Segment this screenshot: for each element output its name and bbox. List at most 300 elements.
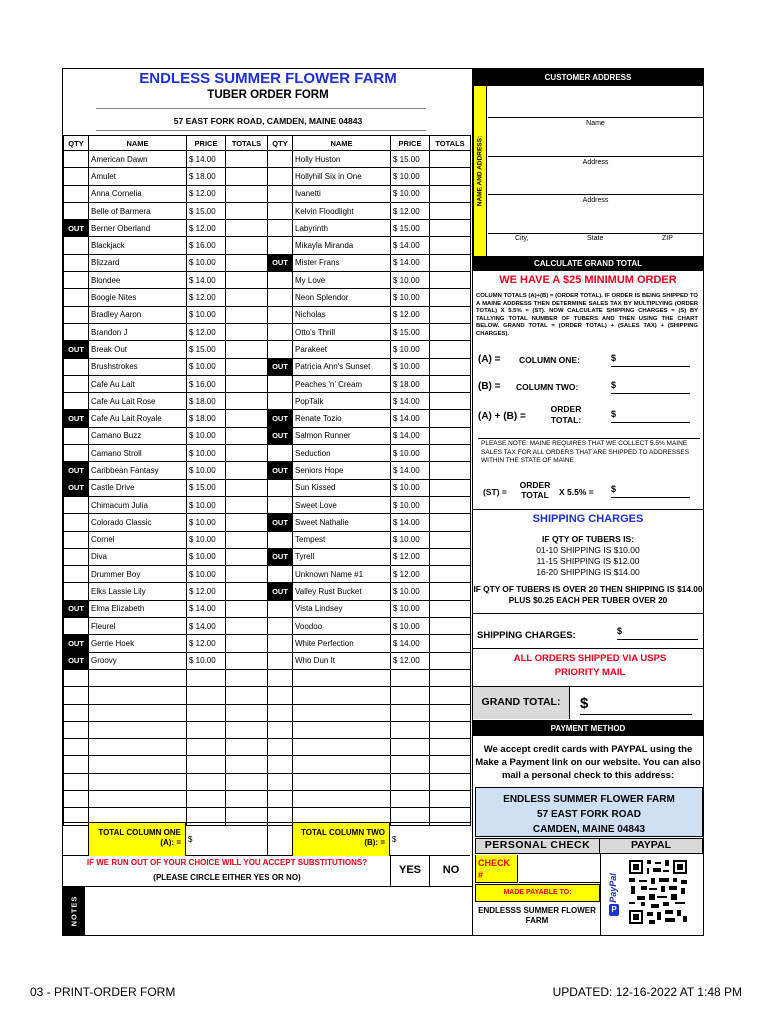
qty-input[interactable] [268, 341, 293, 358]
qty-input[interactable] [268, 496, 293, 513]
sales-tax-input[interactable]: $ [611, 484, 690, 498]
qty-input[interactable] [64, 358, 89, 375]
item-total-input[interactable] [226, 531, 268, 548]
col-qty: QTY [268, 136, 293, 151]
item-total-input[interactable] [430, 721, 471, 738]
item-total-input[interactable] [226, 323, 268, 340]
item-total-input[interactable] [226, 185, 268, 202]
qty-input[interactable] [268, 566, 293, 583]
table-row [64, 479, 471, 496]
table-row [64, 721, 471, 738]
item-price: $ 10.00 [391, 272, 430, 289]
item-name [89, 704, 187, 721]
qty-input[interactable] [268, 272, 293, 289]
qty-input[interactable] [64, 151, 89, 168]
table-row [64, 220, 471, 237]
item-price: $ 12.00 [391, 548, 430, 565]
item-total-input[interactable] [430, 773, 471, 790]
item-total-input[interactable] [430, 479, 471, 496]
name-address-label-box [473, 86, 487, 256]
qty-input[interactable] [268, 151, 293, 168]
qty-input[interactable] [64, 669, 89, 686]
mail-farm-city: CAMDEN, MAINE 04843 [532, 824, 646, 835]
item-price: $ 10.00 [391, 600, 430, 617]
item-total-input[interactable] [430, 410, 471, 427]
qty-input[interactable] [268, 393, 293, 410]
item-name: Caribbean Fantasy [89, 462, 187, 479]
out-of-stock-badge: OUT [268, 583, 293, 600]
item-total-input[interactable] [430, 445, 471, 462]
item-total-input[interactable] [226, 151, 268, 168]
qty-input[interactable] [268, 531, 293, 548]
item-price: $ 14.00 [187, 151, 226, 168]
table-row [64, 202, 471, 219]
qty-input[interactable] [268, 220, 293, 237]
qty-input[interactable] [268, 739, 293, 756]
item-total-input[interactable] [430, 548, 471, 565]
qty-input[interactable] [64, 375, 89, 392]
shipping-if-qty: IF QTY OF TUBERS IS: [542, 534, 634, 544]
item-total-input[interactable] [226, 168, 268, 185]
item-price: $ 12.00 [187, 635, 226, 652]
table-row [64, 635, 471, 652]
table-row [64, 704, 471, 721]
item-price: $ 14.00 [391, 462, 430, 479]
item-price: $ 16.00 [187, 375, 226, 392]
item-name: Neon Splendor [293, 289, 391, 306]
item-name: Tyrell [293, 548, 391, 565]
out-of-stock-badge: OUT [268, 254, 293, 271]
no-option[interactable]: NO [442, 864, 460, 876]
qty-input[interactable] [64, 721, 89, 738]
qty-input[interactable] [268, 669, 293, 686]
name-caption: Name [586, 120, 605, 127]
item-total-input[interactable] [226, 669, 268, 686]
item-total-input[interactable] [430, 427, 471, 444]
item-price: $ 14.00 [187, 618, 226, 635]
item-total-input[interactable] [430, 635, 471, 652]
col-totals: TOTALS [226, 136, 268, 151]
item-price: $ 12.00 [391, 202, 430, 219]
item-total-input[interactable] [226, 704, 268, 721]
qty-input[interactable] [64, 445, 89, 462]
substitution-question: IF WE RUN OUT OF YOUR CHOICE WILL YOU ACCEPT SUBSTITUTIONS? [86, 858, 368, 867]
qty-input[interactable] [64, 514, 89, 531]
item-name: Fleurel [89, 618, 187, 635]
item-name [293, 687, 391, 704]
qty-input[interactable] [268, 618, 293, 635]
substitution-note: (PLEASE CIRCLE EITHER YES OR NO) [153, 873, 301, 882]
item-price: $ 10.00 [391, 341, 430, 358]
item-total-input[interactable] [430, 756, 471, 773]
customer-address-header: CUSTOMER ADDRESS [473, 69, 703, 86]
farm-title: ENDLESS SUMMER FLOWER FARM [139, 70, 397, 87]
item-name [89, 721, 187, 738]
item-name: Cafe Au Lait Royale [89, 410, 187, 427]
qty-input[interactable] [64, 704, 89, 721]
qty-input[interactable] [64, 168, 89, 185]
qty-input[interactable] [268, 721, 293, 738]
item-total-input[interactable] [226, 566, 268, 583]
item-total-input[interactable] [226, 272, 268, 289]
table-row [64, 618, 471, 635]
total-column-two-input[interactable]: $ [392, 835, 397, 844]
qty-input[interactable] [268, 289, 293, 306]
item-price: $ 15.00 [391, 323, 430, 340]
item-name: Camano Buzz [89, 427, 187, 444]
item-total-input[interactable] [226, 739, 268, 756]
out-of-stock-badge: OUT [64, 600, 89, 617]
item-price [391, 721, 430, 738]
item-total-input[interactable] [226, 289, 268, 306]
item-total-input[interactable] [226, 254, 268, 271]
table-row [64, 306, 471, 323]
divider [267, 823, 292, 856]
yes-option[interactable]: YES [390, 856, 430, 886]
item-price: $ 10.00 [391, 358, 430, 375]
qty-input[interactable] [268, 202, 293, 219]
out-of-stock-badge: OUT [64, 341, 89, 358]
item-price [391, 704, 430, 721]
item-total-input[interactable] [226, 462, 268, 479]
qty-input[interactable] [64, 306, 89, 323]
table-row [64, 773, 471, 790]
notes-field[interactable] [85, 887, 471, 935]
qty-input[interactable] [64, 237, 89, 254]
table-header-row [64, 136, 471, 151]
b-text: COLUMN TWO: [516, 382, 579, 392]
grand-total-label: GRAND TOTAL: [473, 687, 570, 719]
item-total-input[interactable] [226, 756, 268, 773]
item-total-input[interactable] [430, 514, 471, 531]
state-caption: State [587, 235, 604, 242]
address-line-1-input[interactable] [488, 130, 703, 157]
out-of-stock-badge: OUT [64, 479, 89, 496]
item-total-input[interactable] [430, 600, 471, 617]
divider [473, 509, 703, 510]
out-of-stock-badge: OUT [268, 410, 293, 427]
qty-input[interactable] [64, 548, 89, 565]
item-total-input[interactable] [430, 704, 471, 721]
item-total-input[interactable] [430, 237, 471, 254]
totals-row [63, 822, 470, 856]
item-price [187, 790, 226, 807]
item-name: Amulet [89, 168, 187, 185]
out-of-stock-badge: OUT [268, 514, 293, 531]
item-price: $ 10.00 [391, 583, 430, 600]
qty-input[interactable] [268, 773, 293, 790]
item-price: $ 14.00 [391, 635, 430, 652]
item-name: Mikayla Miranda [293, 237, 391, 254]
qty-input[interactable] [64, 393, 89, 410]
qty-input[interactable] [268, 375, 293, 392]
qty-input[interactable] [64, 687, 89, 704]
table-row [64, 393, 471, 410]
item-total-input[interactable] [226, 445, 268, 462]
col-totals: TOTALS [430, 136, 471, 151]
item-total-input[interactable] [226, 375, 268, 392]
item-price [187, 721, 226, 738]
item-total-input[interactable] [430, 496, 471, 513]
item-name: Labyrinth [293, 220, 391, 237]
item-price: $ 10.00 [391, 168, 430, 185]
item-total-input[interactable] [226, 721, 268, 738]
item-total-input[interactable] [430, 462, 471, 479]
item-name: Otto's Thrill [293, 323, 391, 340]
payee-name: ENDLESSS SUMMER FLOWER FARM [478, 906, 596, 925]
item-name: Peaches 'n' Cream [293, 375, 391, 392]
notes-label-box [63, 886, 85, 935]
item-price: $ 10.00 [187, 254, 226, 271]
qty-input[interactable] [268, 600, 293, 617]
table-row [64, 237, 471, 254]
item-name: Kelvin Floodlight [293, 202, 391, 219]
item-total-input[interactable] [226, 306, 268, 323]
qty-input[interactable] [64, 618, 89, 635]
item-total-input[interactable] [430, 272, 471, 289]
item-total-input[interactable] [430, 739, 471, 756]
check-number-label: CHECK # [475, 855, 518, 883]
qty-input[interactable] [64, 254, 89, 271]
qty-input[interactable] [268, 652, 293, 669]
qty-input[interactable] [268, 790, 293, 807]
item-total-input[interactable] [226, 600, 268, 617]
qty-input[interactable] [64, 773, 89, 790]
item-name [89, 790, 187, 807]
order-total-input[interactable]: $ [611, 409, 690, 423]
item-total-input[interactable] [430, 583, 471, 600]
item-total-input[interactable] [226, 652, 268, 669]
item-price: $ 15.00 [391, 220, 430, 237]
out-of-stock-badge: OUT [268, 462, 293, 479]
item-total-input[interactable] [226, 202, 268, 219]
item-total-input[interactable] [226, 358, 268, 375]
item-total-input[interactable] [430, 358, 471, 375]
item-total-input[interactable] [226, 410, 268, 427]
qty-input[interactable] [64, 289, 89, 306]
item-price: $ 18.00 [187, 410, 226, 427]
item-name: My Love [293, 272, 391, 289]
qty-input[interactable] [64, 185, 89, 202]
item-name: Vista Lindsey [293, 600, 391, 617]
qty-input[interactable] [268, 306, 293, 323]
item-price [391, 756, 430, 773]
divider [96, 108, 426, 109]
item-price: $ 12.00 [391, 566, 430, 583]
footer-left: 03 - PRINT-ORDER FORM [30, 985, 176, 999]
item-total-input[interactable] [430, 289, 471, 306]
item-total-input[interactable] [226, 514, 268, 531]
item-total-input[interactable] [430, 341, 471, 358]
item-total-input[interactable] [430, 220, 471, 237]
item-price: $ 14.00 [391, 410, 430, 427]
st-order-total: ORDER TOTAL [519, 480, 551, 500]
item-total-input[interactable] [430, 202, 471, 219]
shipping-charges-label: SHIPPING CHARGES: [477, 630, 576, 641]
qty-input[interactable] [64, 496, 89, 513]
b-input[interactable]: $ [611, 380, 690, 394]
qty-input[interactable] [268, 185, 293, 202]
divider [600, 854, 601, 935]
item-total-input[interactable] [430, 566, 471, 583]
item-name: Elma Elizabeth [89, 600, 187, 617]
item-total-input[interactable] [430, 168, 471, 185]
item-total-input[interactable] [430, 151, 471, 168]
item-total-input[interactable] [226, 773, 268, 790]
personal-check-header: PERSONAL CHECK [475, 838, 600, 854]
item-total-input[interactable] [430, 375, 471, 392]
item-total-input[interactable] [226, 479, 268, 496]
table-row [64, 756, 471, 773]
qty-input[interactable] [268, 168, 293, 185]
qty-input[interactable] [268, 704, 293, 721]
qty-input[interactable] [64, 531, 89, 548]
qty-input[interactable] [64, 202, 89, 219]
item-price: $ 10.00 [391, 289, 430, 306]
item-total-input[interactable] [226, 220, 268, 237]
a-text: COLUMN ONE: [519, 355, 580, 365]
item-name: Belle of Barmera [89, 202, 187, 219]
item-total-input[interactable] [226, 635, 268, 652]
item-name [293, 790, 391, 807]
item-price: $ 10.00 [391, 445, 430, 462]
item-name: Parakeet [293, 341, 391, 358]
check-number-input[interactable] [519, 855, 600, 883]
qty-input[interactable] [64, 756, 89, 773]
item-name: Blackjack [89, 237, 187, 254]
shipping-charges-input[interactable]: $ [617, 626, 698, 640]
qty-input[interactable] [64, 272, 89, 289]
item-price: $ 10.00 [391, 531, 430, 548]
total-column-one-input[interactable]: $ [188, 835, 193, 844]
qty-input[interactable] [64, 583, 89, 600]
item-price: $ 16.00 [187, 237, 226, 254]
table-row [64, 445, 471, 462]
item-total-input[interactable] [226, 393, 268, 410]
mail-to-box [475, 787, 703, 837]
item-total-input[interactable] [430, 669, 471, 686]
table-row [64, 687, 471, 704]
item-total-input[interactable] [430, 323, 471, 340]
address-line-2-input[interactable] [488, 169, 703, 195]
item-price: $ 14.00 [391, 254, 430, 271]
name-address-label: NAME AND ADDRESS: [476, 135, 484, 207]
item-total-input[interactable] [430, 531, 471, 548]
item-total-input[interactable] [430, 790, 471, 807]
qty-input[interactable] [268, 445, 293, 462]
qty-input[interactable] [268, 756, 293, 773]
item-name: Berner Oberland [89, 220, 187, 237]
item-name: Cafe Au Lait [89, 375, 187, 392]
item-price: $ 10.00 [187, 306, 226, 323]
qty-input[interactable] [268, 687, 293, 704]
item-total-input[interactable] [226, 618, 268, 635]
item-name: Cafe Au Lait Rose [89, 393, 187, 410]
item-price: $ 18.00 [187, 393, 226, 410]
form-subtitle: TUBER ORDER FORM [207, 89, 329, 101]
item-total-input[interactable] [226, 341, 268, 358]
item-name: Brushstrokes [89, 358, 187, 375]
item-total-input[interactable] [430, 254, 471, 271]
item-price [391, 773, 430, 790]
item-name: Who Dun It [293, 652, 391, 669]
table-row [64, 739, 471, 756]
table-row [64, 514, 471, 531]
item-name [293, 739, 391, 756]
item-total-input[interactable] [226, 790, 268, 807]
item-name: Mister Frans [293, 254, 391, 271]
item-price: $ 12.00 [187, 323, 226, 340]
usps-notice: ALL ORDERS SHIPPED VIA USPS PRIORITY MAIL [513, 653, 667, 678]
qty-input[interactable] [64, 427, 89, 444]
footer-right: UPDATED: 12-16-2022 AT 1:48 PM [552, 985, 742, 999]
item-total-input[interactable] [226, 548, 268, 565]
item-total-input[interactable] [430, 393, 471, 410]
item-name: Unknown Name #1 [293, 566, 391, 583]
paypal-qr-code-icon[interactable] [627, 858, 689, 926]
qty-input[interactable] [268, 479, 293, 496]
item-name: Elks Lassie Lily [89, 583, 187, 600]
item-total-input[interactable] [226, 237, 268, 254]
item-price: $ 12.00 [187, 583, 226, 600]
table-row [64, 358, 471, 375]
item-name [293, 756, 391, 773]
item-name: Groovy [89, 652, 187, 669]
grand-total-input[interactable]: $ [580, 695, 692, 715]
shipping-header: SHIPPING CHARGES [532, 513, 644, 525]
qty-input[interactable] [64, 323, 89, 340]
item-price: $ 15.00 [187, 202, 226, 219]
item-total-input[interactable] [226, 583, 268, 600]
item-name: PopTalk [293, 393, 391, 410]
qty-input[interactable] [64, 566, 89, 583]
shipping-tier-3: 16-20 SHIPPING IS $14.00 [536, 567, 640, 577]
item-total-input[interactable] [226, 427, 268, 444]
qty-input[interactable] [64, 790, 89, 807]
col-price: PRICE [187, 136, 226, 151]
qty-input[interactable] [64, 739, 89, 756]
item-total-input[interactable] [430, 618, 471, 635]
table-row [64, 427, 471, 444]
item-total-input[interactable] [430, 306, 471, 323]
a-input[interactable]: $ [611, 353, 690, 367]
item-name: American Dawn [89, 151, 187, 168]
zip-caption: ZIP [662, 235, 673, 242]
item-total-input[interactable] [430, 652, 471, 669]
table-row [64, 323, 471, 340]
qty-input[interactable] [268, 237, 293, 254]
item-price: $ 15.00 [187, 341, 226, 358]
qty-input[interactable] [268, 635, 293, 652]
item-name: Voodoo [293, 618, 391, 635]
item-name [89, 669, 187, 686]
name-input[interactable] [488, 86, 703, 118]
table-row [64, 462, 471, 479]
item-total-input[interactable] [430, 687, 471, 704]
item-price: $ 18.00 [187, 168, 226, 185]
st-rate: X 5.5% = [559, 487, 594, 497]
item-total-input[interactable] [226, 687, 268, 704]
item-name: Colorado Classic [89, 514, 187, 531]
qty-input[interactable] [268, 323, 293, 340]
city-state-zip-input[interactable] [488, 206, 703, 234]
item-name [89, 687, 187, 704]
st-label: (ST) = [483, 487, 507, 497]
item-total-input[interactable] [226, 496, 268, 513]
item-total-input[interactable] [430, 185, 471, 202]
out-of-stock-badge: OUT [64, 635, 89, 652]
col-name: NAME [293, 136, 391, 151]
